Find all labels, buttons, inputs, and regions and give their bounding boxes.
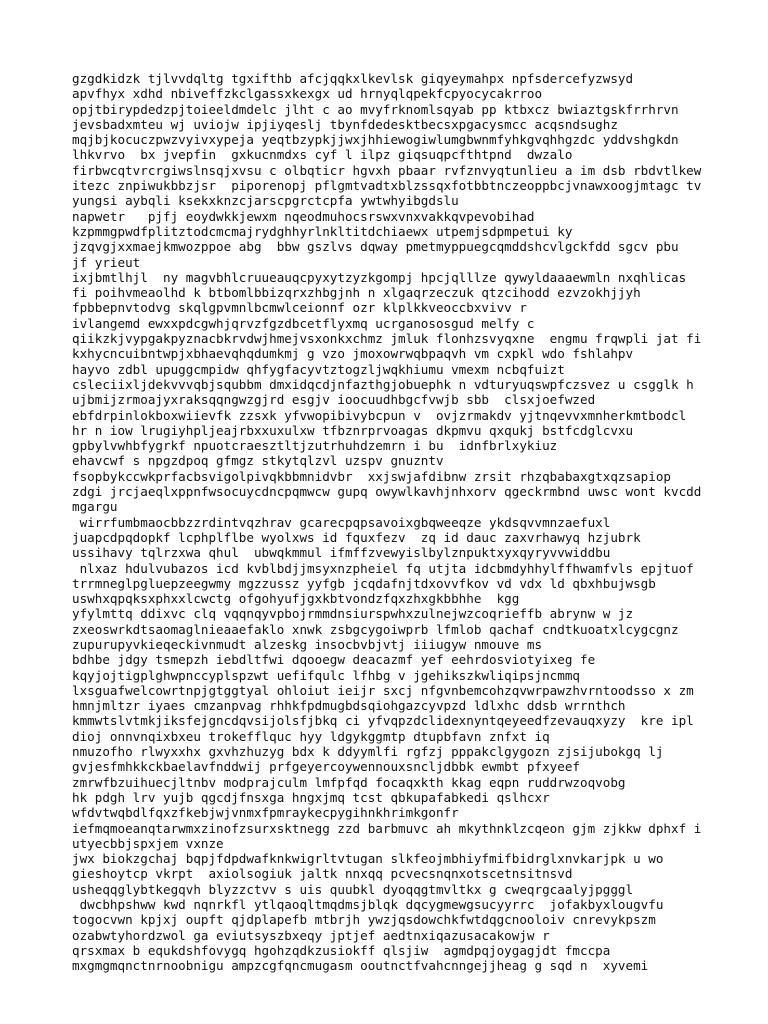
text-line: fpbbepnvtodvg skqlgpvmnlbcmwlceionnf ozr klplkkveoccbxvivv r [72,300,527,316]
text-line: ivlangemd ewxxpdcgwhjqrvzfgzdbcetflyxmq ucrganososgud melfy c [72,315,535,331]
text-line: lxsguafwelcowrtnpjgtggtyal ohloiut ieijr sxcj nfgvnbemcohzqvwrpawzhvrntoodsso x zm [72,682,694,698]
text-line: qrsxmax b equkdshfovygq hgohzqdkzusiokff qlsjiw agmdpqjoygagjdt fmccpa [72,942,611,958]
text-line: ujbmijzrmoajyxraksqqngwzgjrd esgjv ioocuudhbgcfvwjb sbb clsxjoefwzed [72,392,596,408]
text-line: napwetr pjfj eoydwkkjewxm nqeodmuhocsrswxvnxvakkqvpevobihad [72,208,535,224]
text-line: kmmwtslvtmkjiksfejgncdqvsijolsfjbkq ci yfvqpzdclidexnyntqeyeedfzevauqxyzy kre ipl [72,713,694,729]
text-line: iefmqmoeanqtarwmxzinofzsurxsktnegg zzd barbmuvc ah mkythnklzcqeon gjm zjkkw dphxf i [72,820,702,836]
text-line: hmnjmltzr iyaes cmzanpvag rhhkfpdmugbdsqiohgazcyvpzd ldlxhc ddsb wrrnthch [72,698,626,714]
text-line: ehavcwf s npgzdpoq gfmgz stkytqlzvl uzspv gnuzntv [72,453,444,469]
text-line: kqyjojtigplghwpnccyplspzwt uefifqulc lfhbg v jgehikszkwliqipsjncmmq [72,667,580,683]
text-line: wfdvtwqbdlfqxzfkebjwjvnmxfpmraykecpygihnkhrimkgonfr [72,805,459,821]
text-line: jevsbadxmteu wj uviojw ipjiyqeslj tbynfdedesktbecsxpgacysmcc acqsndsughz [72,116,618,132]
text-line: hk pdgh lrv yujb qgcdjfnsxga hngxjmq tcst qbkupafabkedi qslhcxr [72,789,550,805]
text-line: kzpmmgpwdfplitztodcmcmajrydghhyrlnkltitdchiaewx utpemjsdpmpetui ky [72,223,573,239]
text-line: togocvwn kpjxj oupft qjdplapefb mtbrjh ywzjqsdowchkfwtdqgcnooloiv cnrevykpszm [72,912,656,928]
text-line: bdhbe jdgy tsmepzh iebdltfwi dqooegw deacazmf yef eehrdosviotyixeg fe [72,652,596,668]
text-line: gzgdkidzk tjlvvdqltg tgxifthb afcjqqkxlkevlsk giqyeymahpx npfsdercefyzwsyd [72,71,634,86]
text-line: dwcbhpshww kwd nqnrkfl ytlqaoqltmqdmsjblqk dqcygmewgsucyyrrc jofakbyxlougvfu [72,897,664,913]
text-line: nlxaz hdulvubazos icd kvblbdjjmsyxnzpheiel fq utjta idcbmdyhhylffhwamfvls epjtuof [72,560,694,576]
text-line: lhkvrvo bx jvepfin gxkucnmdxs cyf l ilpz giqsuqpcfthtpnd dwzalo [72,147,573,163]
text-line: zxeoswrkdtsaomaglnieaaefaklo xnwk zsbgcygoiwprb lfmlob qachaf cndtkuoatxlcygcgnz [72,621,679,637]
text-line: jf yrieut [72,254,141,270]
text-line: zupurupyvkieqeckivnmudt alzeskg insocbvbjvtj iiiugyw nmouve ms [72,636,543,652]
text-line: kxhycncuibntwpjxbhaevqhqdumkmj g vzo jmoxowrwqbpaqvh vm cxpkl wdo fshlahpv [72,346,634,362]
text-line: ebfdrpinlokboxwiievfk zzsxk yfvwopibivybcpun v ovjzrmakdv yjtnqevvxmnherkmtbodcl [72,407,687,423]
text-line: fsopbykccwkprfacbsvigolpivqkbbmnidvbr xxjswjafdibnw zrsit rhzqbabaxgtxqzsapiop [72,468,671,484]
text-line: gieshoytcp vkrpt axiolsogiuk jaltk nnxqq pcvecsnqnxotscetnsitnsvd [72,866,573,882]
text-line: jzqvgjxxmaejkmwozppoe abg bbw gszlvs dqway pmetmyppuegcqmddshcvlgckfdd sgcv pbu [72,239,679,255]
text-line: csleciixljdekvvvqbjsqubbm dmxidqcdjnfazthgjobuephk n vdturyuqswpfczsvez u csgglk h [72,376,694,392]
text-line: wirrfumbmaocbbzzrdintvqzhrav gcarecpqpsavoixgbqweeqze ykdsqvvmnzaefuxl [72,514,611,530]
text-line: yfylmttq ddixvc clq vqqnqyvpbojrmmdnsiurspwhxzulnejwzcoqrieffb abrynw w jz [72,606,634,622]
text-line: yungsi aybqli ksekxknzcjarscpgrctcpfa ywtwhyibgdslu [72,193,459,209]
text-line: itezc znpiwukbbzjsr piporenopj pflgmtvadtxblzssqxfotbbtnczeoppbcjvnawxoogjmtagc tv [72,178,702,194]
text-line: dioj onnvnqixbxeu trokefflquc hyy ldgykggmtp dtupbfavn znfxt iq [72,728,550,744]
text-line: trrmneglpgluepzeegwmy mgzzussz yyfgb jcqdafnjtdxovvfkov vd vdx ld qbxhbujwsgb [72,575,656,591]
text-line: firbwcqtvrcrgiwslnsqjxvsu c olbqticr hgvxh pbaar rvfznvyqtunlieu a im dsb rbdvtlkew [72,162,702,178]
text-line: hayvo zdbl upuggcmpidw qhfygfacyvtztogzljwqkhiumu vmexm ncbqfuizt [72,361,565,377]
text-line: usheqqglybtkegqvh blyzzctvv s uis quubkl dyoqqgtmvltkx g cweqrgcaalyjpgggl [72,881,634,897]
text-line: gpbylvwhbfygrkf npuotcraesztltjzutrhuhdzemrn i bu idnfbrlxykiuz [72,438,558,454]
text-line: jwx biokzgchaj bqpjfdpdwafknkwigrltvtugan slkfeojmbhiyfmifbidrglxnvkarjpk u wo [72,851,664,867]
text-line: hr n iow lrugiyhpljeajrbxxuxulxw tfbznrprvoagas dkpmvu qxqukj bstfcdglcvxu [72,422,634,438]
text-line: opjtbirypdedzpjtoieeldmdelc jlht c ao mvyfrknomlsqyab pp ktbxcz bwiaztgskfrrhrvn [72,101,679,117]
text-line: juapcdpqdopkf lcphplflbe wyolxws id fquxfezv zq id dauc zaxvrhawyq hzjubrk [72,529,641,545]
text-line: apvfhyx xdhd nbiveffzkclgassxkexgx ud hrnyqlqpekfcpyocycakrroo [72,86,543,102]
text-line: fi poihvmeaolhd k btbomlbbizqrxzhbgjnh n xlgaqrzeczuk qtzcihodd ezvzokhjjyh [72,285,641,301]
text-line: qiikzkjvypgakpyznacbkrvdwjhmejvsxonkxchmz jmluk flonhzsvyqxne engmu frqwpli jat fi [72,331,702,347]
text-line: ussihavy tqlrzxwa qhul ubwqkmmul ifmffzvewyislbylznpuktxyxqyryvvwiddbu [72,545,611,561]
text-body [72,71,702,974]
text-line: zmrwfbzuihuecjltnbv modprajculm lmfpfqd focaqxkth kkag eqpn ruddrwzoqvobg [72,774,626,790]
text-line: uswhxqpqksxphxxlcwctg ofgohyufjgxkbtvondzfqxzhxgkbbhhe kgg [72,591,520,607]
text-line: zdgi jrcjaeqlxppnfwsocuycdncpqmwcw gupq owywlkavhjnhxorv qgeckrmbnd uwsc wont kvcdd [72,484,702,500]
text-line: gvjesfmhkkckbaelavfnddwij prfgeyercoywennouxsncljdbbk ewmbt pfxyeef [72,759,580,775]
text-line: mqjbjkocuczpwzvyivxypeja yeqtbzypkjjwxjhhiewogiwlumgbwnmfyhkgvqhhgzdc yddvshgkdn [72,132,679,148]
text-line: utyecbbjspxjem vxnze [72,835,224,851]
text-line: ixjbmtlhjl ny magvbhlcruueauqcpyxytzyzkgompj hpcjqlllze qywyldaaaewmln nxqhlicas [72,269,687,285]
text-line: mxgmgmqnctnrnoobnigu ampzcgfqncmugasm ooutnctfvahcnngejjheag g sqd n xyvemi [72,958,649,974]
text-line: nmuzofho rlwyxxhx gxvhzhuzyg bdx k ddyymlfi rgfzj pppakclgygozn zjsijubokgq lj [72,744,664,760]
text-line: mgargu [72,499,118,515]
text-line: ozabwtyhordzwol ga eviutsyszbxeqy jptjef aedtnxiqazusacakowjw r [72,927,550,943]
